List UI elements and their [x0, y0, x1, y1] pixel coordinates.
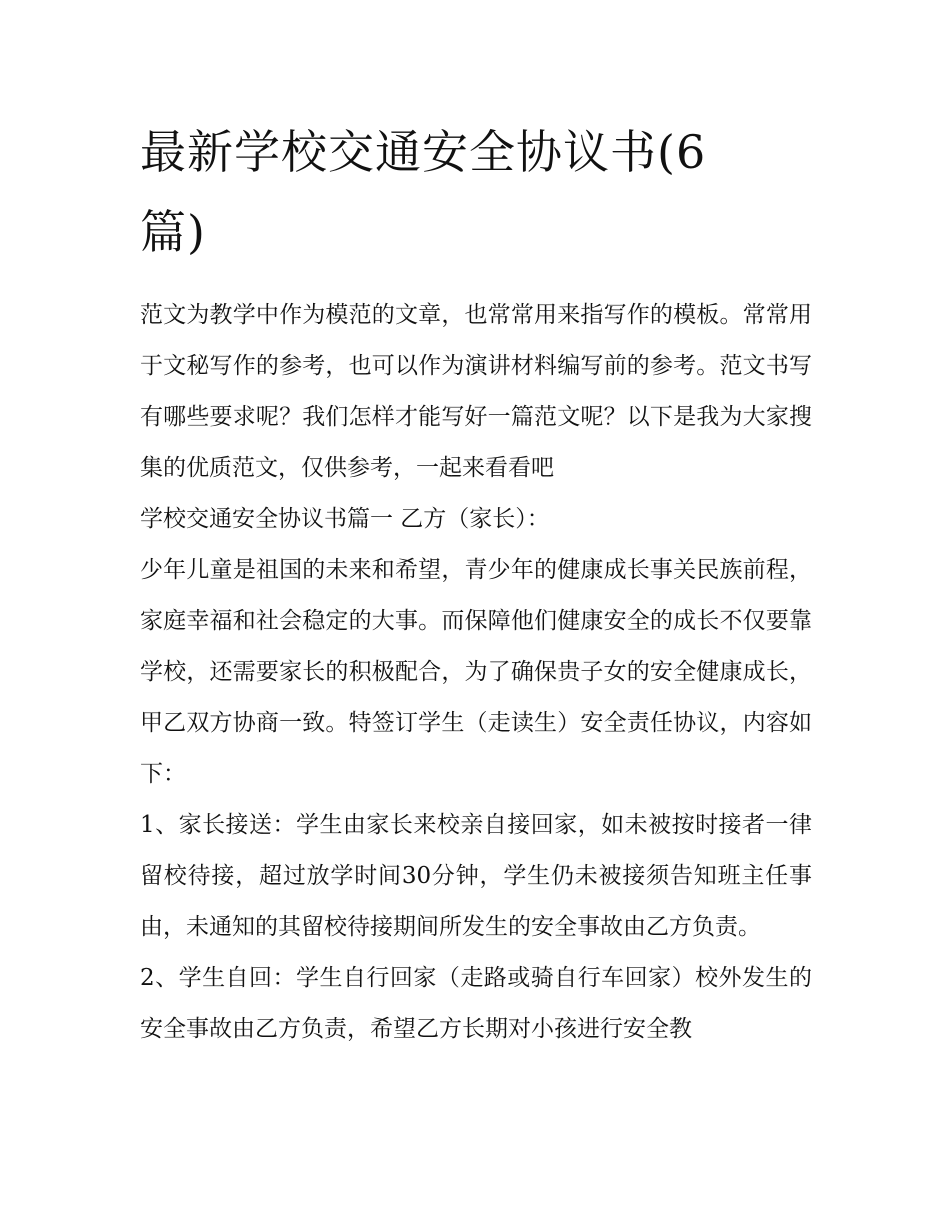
clause-2-paragraph: 2、学生自回：学生自行回家（走路或骑自行车回家）校外发生的安全事故由乙方负责，希望乙方长期对小孩进行安全教 — [140, 965, 812, 1042]
document-title: 最新学校交通安全协议书(6篇) — [140, 125, 707, 259]
intro-paragraph: 范文为教学中作为模范的文章，也常常用来指写作的模板。常常用于文秘写作的参考，也可以作为演讲材料编写前的参考。范文书写有哪些要求呢？我们怎样才能写好一篇范文呢？以下是我为大家搜集的优质范文，仅供参考，一起来看看吧 — [140, 302, 812, 481]
preamble-paragraph: 少年儿童是祖国的未来和希望，青少年的健康成长事关民族前程，家庭幸福和社会稳定的大事。而保障他们健康安全的成长不仅要靠学校，还需要家长的积极配合，为了确保贵子女的安全健康成长，甲乙双方协商一致。特签订学生（走读生）安全责任协议，内容如下： — [140, 557, 812, 787]
clause-1-paragraph: 1、家长接送：学生由家长来校亲自接回家，如未被按时接者一律留校待接，超过放学时间30分钟，学生仍未被接须告知班主任事由，未通知的其留校待接期间所发生的安全事故由乙方负责。 — [140, 812, 812, 940]
document-body — [140, 290, 812, 1055]
section-heading-paragraph: 学校交通安全协议书篇一 乙方（家长）： — [140, 506, 550, 532]
document-page — [140, 112, 812, 1055]
